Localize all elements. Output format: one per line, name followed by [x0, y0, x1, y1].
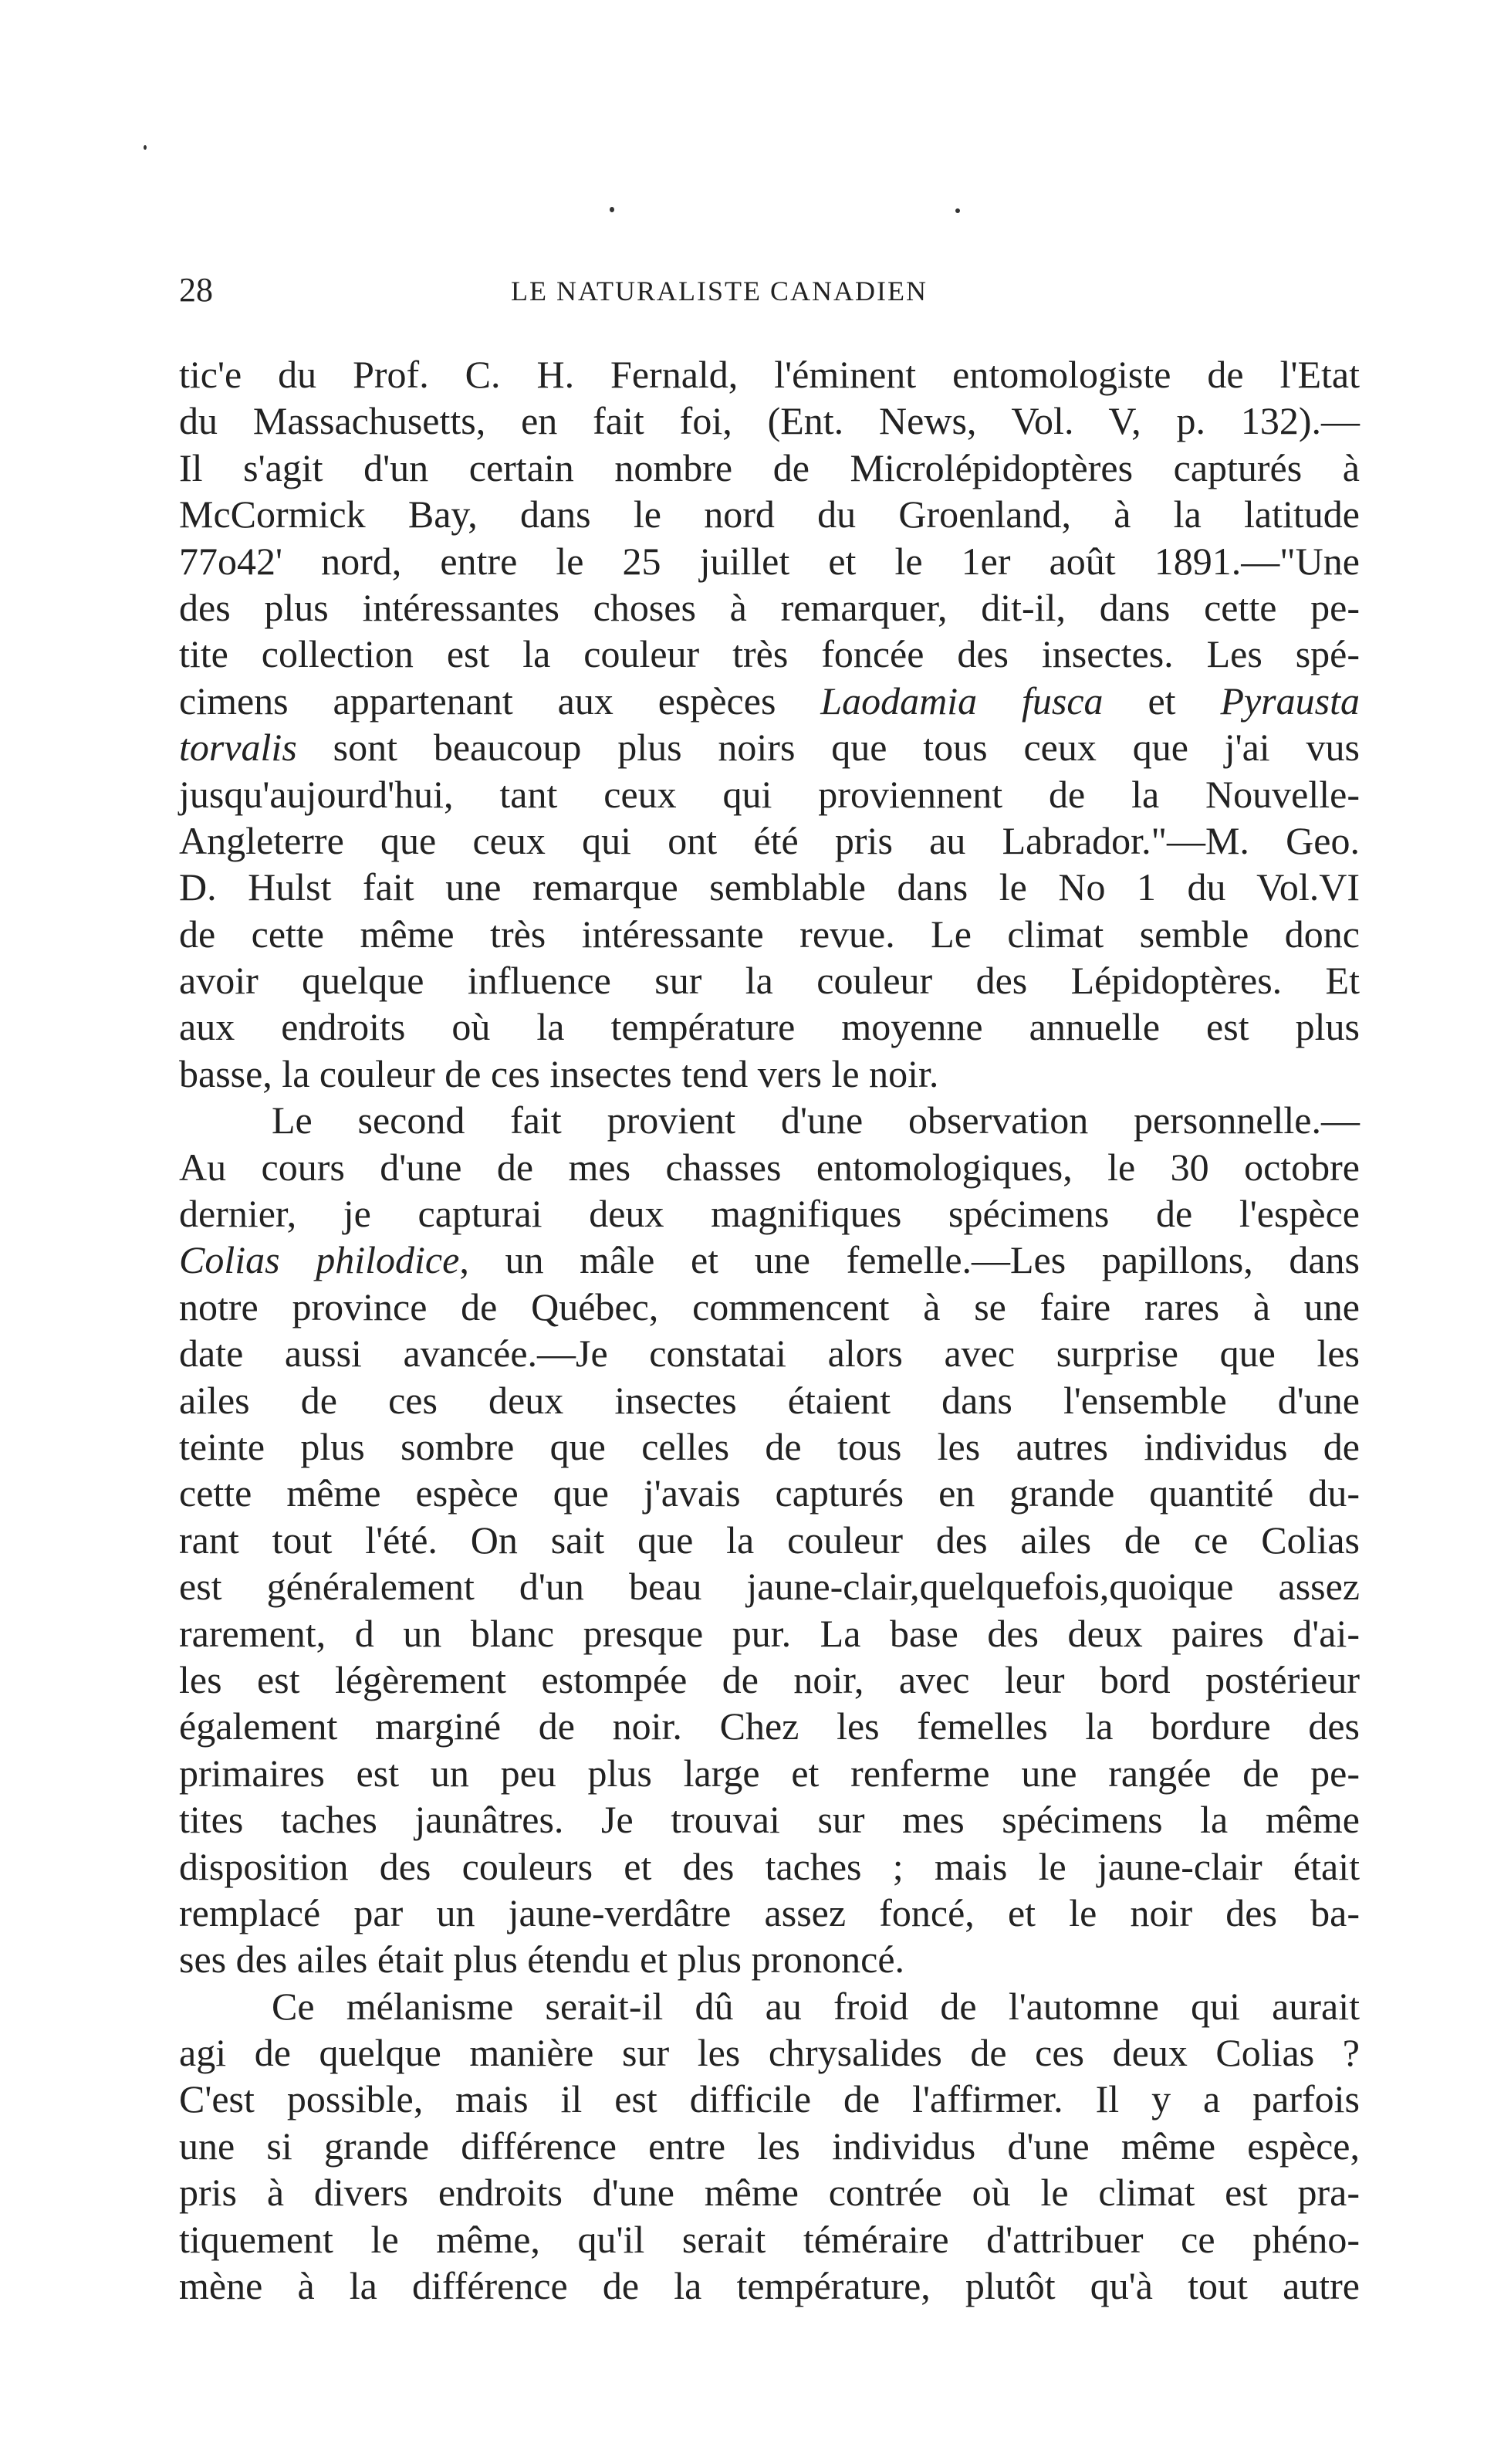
text-line [179, 1144, 1360, 1190]
text-line [179, 491, 1360, 537]
text-line [179, 1703, 1360, 1749]
page-number: 28 [179, 271, 213, 309]
species-name: Colias philodice [179, 1238, 460, 1282]
text-line [179, 445, 1360, 491]
text-run: également marginé de noir. Chez les femelles la bordure des [179, 1704, 1360, 1748]
text-line [179, 2029, 1360, 2076]
text-run: du Massachusetts, en fait foi, (Ent. News, Vol. V, p. 132).— [179, 399, 1360, 443]
text-run: tic'e du Prof. C. H. Fernald, l'éminent entomologiste de l'Etat [179, 353, 1360, 396]
text-run: mène à la différence de la température, plutôt qu'à tout autre [179, 2264, 1360, 2308]
text-run: , un mâle et une femelle.—Les papillons, dans [459, 1238, 1360, 1282]
text-line [179, 2169, 1360, 2215]
text-line [179, 1470, 1360, 1516]
text-line [179, 1051, 1360, 1097]
text-line [179, 1377, 1360, 1423]
text-run: remplacé par un jaune-verdâtre assez foncé, et le noir des ba- [179, 1890, 1360, 1934]
text-line [179, 1610, 1360, 1657]
text-line [179, 678, 1360, 724]
text-line [179, 1563, 1360, 1609]
text-run: ailes de ces deux insectes étaient dans l'ensemble d'une [179, 1378, 1360, 1422]
text-run: primaires est un peu plus large et renferme une rangée de pe- [179, 1751, 1360, 1795]
text-line [179, 771, 1360, 817]
text-run: rarement, d un blanc presque pur. La base des deux paires d'ai- [179, 1611, 1360, 1655]
species-name: Pyrausta [1220, 679, 1360, 723]
text-line [179, 1843, 1360, 1890]
text-run: est généralement d'un beau jaune-clair,quelquefois,quoique assez [179, 1565, 1360, 1609]
text-run: dernier, je capturai deux magnifiques spécimens de l'espèce [179, 1192, 1360, 1236]
text-run: ses des ailes était plus étendu et plus prononcé. [179, 1938, 905, 1982]
text-run: basse, la couleur de ces insectes tend vers le noir. [179, 1051, 939, 1095]
species-name: torvalis [179, 726, 297, 770]
text-run: cette même espèce que j'avais capturés en grande quantité du- [179, 1471, 1360, 1515]
text-run: D. Hulst fait une remarque semblable dans le No 1 du Vol.VI [179, 865, 1360, 909]
text-line [179, 724, 1360, 770]
text-run: C'est possible, mais il est difficile de l'affirmer. Il y a parfois [179, 2077, 1360, 2121]
text-run: de cette même très intéressante revue. Le climat semble donc [179, 912, 1360, 956]
ink-speck [955, 208, 960, 213]
text-line [179, 1190, 1360, 1237]
text-line [179, 538, 1360, 584]
text-line [179, 1796, 1360, 1843]
text-line [179, 2263, 1360, 2309]
text-run: 77o42' nord, entre le 25 juillet et le 1er août 1891.—"Une [179, 539, 1360, 583]
text-run: Le second fait provient d'une observation personnelle.— [272, 1098, 1360, 1142]
species-name: Laodamia fusca [820, 679, 1104, 723]
text-line [179, 1657, 1360, 1703]
text-run: date aussi avancée.—Je constatai alors avec surprise que les [179, 1332, 1360, 1376]
text-run: tiquement le même, qu'il serait téméraire d'attribuer ce phéno- [179, 2217, 1360, 2261]
text-line [179, 1890, 1360, 1936]
text-line [179, 1517, 1360, 1563]
text-line [179, 2216, 1360, 2263]
text-line [179, 2076, 1360, 2122]
text-run: agi de quelque manière sur les chrysalides de ces deux Colias ? [179, 2031, 1360, 2075]
text-line [179, 1237, 1360, 1283]
running-head [179, 270, 1360, 316]
text-line [179, 1284, 1360, 1330]
text-run: notre province de Québec, commencent à se faire rares à une [179, 1284, 1360, 1328]
text-run: Il s'agit d'un certain nombre de Microlépidoptères capturés à [179, 445, 1360, 489]
text-line [179, 2123, 1360, 2169]
text-run: pris à divers endroits d'une même contrée où le climat est pra- [179, 2171, 1360, 2215]
text-run: jusqu'aujourd'hui, tant ceux qui proviennent de la Nouvelle- [179, 772, 1360, 816]
text-run: rant tout l'été. On sait que la couleur des ailes de ce Colias [179, 1518, 1360, 1562]
text-line [179, 1983, 1360, 2029]
text-run: les est légèrement estompée de noir, avec leur bord postérieur [179, 1657, 1360, 1701]
text-run: McCormick Bay, dans le nord du Groenland, à la latitude [179, 492, 1360, 536]
text-line [179, 864, 1360, 910]
text-run: disposition des couleurs et des taches ; mais le jaune-clair était [179, 1844, 1360, 1888]
text-line [179, 1750, 1360, 1796]
text-run: Ce mélanisme serait-il dû au froid de l'automne qui aurait [272, 1984, 1360, 2028]
text-run: tites taches jaunâtres. Je trouvai sur mes spécimens la même [179, 1798, 1360, 1842]
text-line [179, 957, 1360, 1004]
text-line [179, 1423, 1360, 1470]
journal-title: LE NATURALISTE CANADIEN [511, 276, 928, 306]
ink-speck [144, 145, 147, 150]
text-line [179, 398, 1360, 444]
text-line [179, 1097, 1360, 1143]
text-line [179, 584, 1360, 631]
text-run: aux endroits où la température moyenne annuelle est plus [179, 1005, 1360, 1049]
text-line [179, 817, 1360, 864]
text-run: avoir quelque influence sur la couleur des Lépidoptères. Et [179, 959, 1360, 1003]
text-run: une si grande différence entre les individus d'une même espèce, [179, 2124, 1360, 2168]
text-line [179, 1004, 1360, 1050]
text-run: des plus intéressantes choses à remarquer, dit-il, dans cette pe- [179, 585, 1360, 629]
text-run: et [1103, 679, 1221, 723]
text-line [179, 1330, 1360, 1376]
text-line [179, 911, 1360, 957]
text-run: cimens appartenant aux espèces [179, 679, 821, 723]
text-run: teinte plus sombre que celles de tous les autres individus de [179, 1424, 1360, 1468]
text-line [179, 351, 1360, 398]
text-run: Angleterre que ceux qui ont été pris au Labrador."—M. Geo. [179, 818, 1360, 862]
text-run: Au cours d'une de mes chasses entomologiques, le 30 octobre [179, 1145, 1360, 1189]
text-line [179, 1936, 1360, 1982]
article-body [179, 351, 1360, 2309]
ink-speck [610, 207, 614, 212]
text-line [179, 631, 1360, 677]
text-run: sont beaucoup plus noirs que tous ceux que j'ai vus [296, 726, 1360, 770]
text-run: tite collection est la couleur très foncée des insectes. Les spé- [179, 632, 1360, 676]
